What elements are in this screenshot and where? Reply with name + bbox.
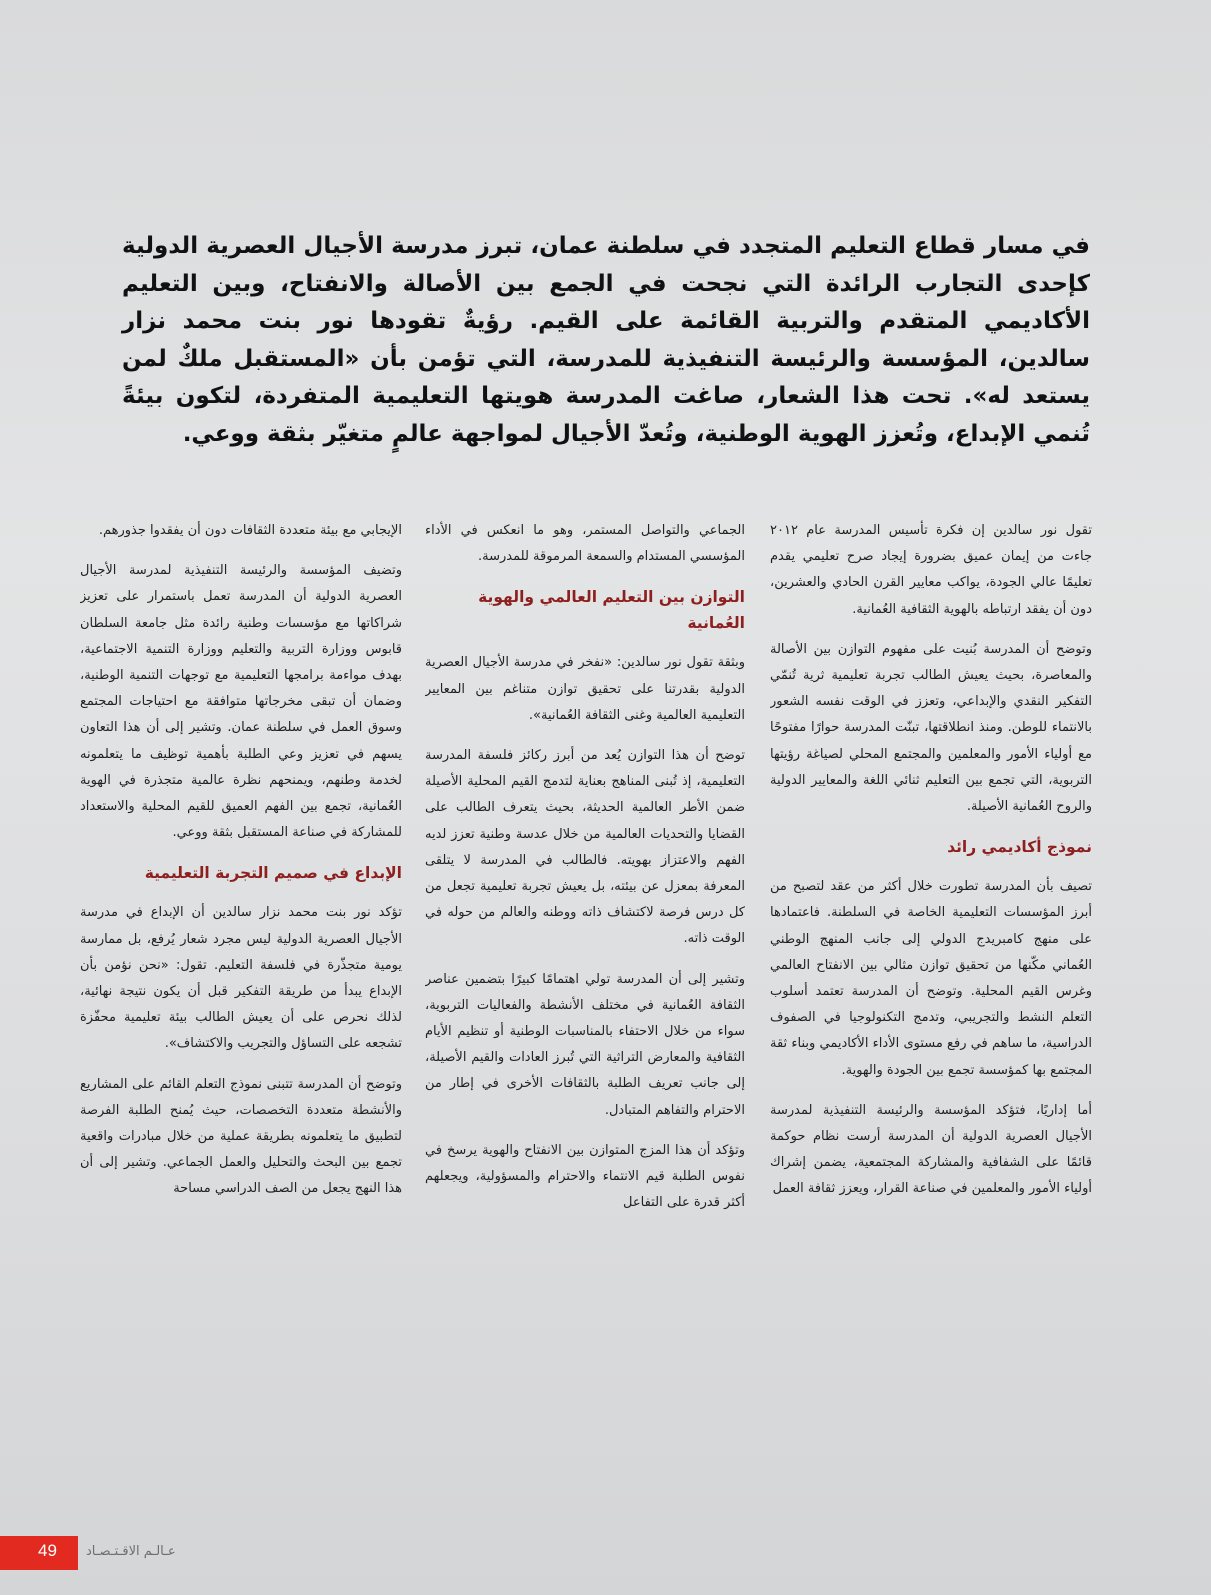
section-heading: نموذج أكاديمي رائد [947, 838, 1092, 857]
paragraph: وبثقة تقول نور سالدين: «نفخر في مدرسة الأجيال العصرية الدولية بقدرتنا على تحقيق توازن متناغم بين المعايير التعليمية العالمية وغنى الثقافة العُمانية». [425, 655, 745, 723]
paragraph: وتؤكد أن هذا المزج المتوازن بين الانفتاح والهوية يرسخ في نفوس الطلبة قيم الانتماء والاحترام والمسؤولية، ويجعلهم أكثر قدرة على التفاعل [425, 1142, 745, 1211]
paragraph: الإيجابي مع بيئة متعددة الثقافات دون أن يفقدوا جذورهم. [98, 523, 402, 538]
paragraph: توضح أن هذا التوازن يُعد من أبرز ركائز فلسفة المدرسة التعليمية، إذ تُبنى المناهج بعناية لتدمج القيم المحلية الأصيلة ضمن الأطر العالمية الحديثة، بحيث يتعرف الطالب على القضايا والتحديات العالمية من خلال عدسة وطنية تعزز لديه الفهم والاعتزاز بهويته. فالطالب في المدرسة لا يتلقى المعرفة بمعزل عن بيئته، بل يعيش تجربة تعليمية تجعل من كل درس فرصة لاكتشاف ذاته ووطنه والعالم من حوله في الوقت ذاته. [425, 748, 745, 947]
paragraph: تصيف بأن المدرسة تطورت خلال أكثر من عقد لتصبح من أبرز المؤسسات التعليمية الخاصة في السلطنة. فاعتمادها على منهج كامبريدج الدولي إلى جانب المنهج الوطني العُماني مكّنها من تحقيق توازن مثالي بين الانفتاح العالمي وغرس القيم المحلية. وتوضح أن المدرسة تعتمد أسلوب التعلم النشط والتجريبي، وتدمج التكنولوجيا في الصفوف الدراسية، ما ساهم في رفع مستوى الأداء الأكاديمي وبناء ثقة المجتمع بها كمؤسسة تجمع بين الجودة والهوية. [770, 879, 1092, 1078]
section-heading: التوازن بين التعليم العالمي والهوية العُمانية [478, 588, 745, 633]
paragraph: تقول نور سالدين إن فكرة تأسيس المدرسة عام ٢٠١٢ جاءت من إيمان عميق بضرورة إيجاد صرح تعليمي يقدم تعليمًا عالي الجودة، يواكب معايير القرن الحادي والعشرين، دون أن يفقد ارتباطه بالهوية الثقافية العُمانية. [770, 523, 1092, 617]
paragraph: وتشير إلى أن المدرسة تولي اهتمامًا كبيرًا بتضمين عناصر الثقافة العُمانية في مختلف الأنشطة والفعاليات التربوية، سواء من خلال الاحتفاء بالمناسبات الوطنية أو تنظيم الأيام الثقافية والمعارض التراثية التي تُبرز العادات والقيم الأصيلة، إلى جانب تعريف الطلبة بالثقافات الأخرى في إطار من الاحترام والتفاهم المتبادل. [425, 971, 745, 1118]
paragraph: وتوضح أن المدرسة تتبنى نموذج التعلم القائم على المشاريع والأنشطة متعددة التخصصات، حيث يُمنح الطلبة الفرصة لتطبيق ما يتعلمونه بطريقة عملية من خلال مبادرات واقعية تجمع بين البحث والتحليل والعمل الجماعي. وتشير إلى أن هذا النهج يجعل من الصف الدراسي مساحة [80, 1076, 402, 1197]
column-right [770, 518, 1092, 1528]
column-middle [425, 518, 745, 1528]
paragraph: وتوضح أن المدرسة بُنيت على مفهوم التوازن بين الأصالة والمعاصرة، بحيث يعيش الطالب تجربة تعليمية ثرية تُنمّي التفكير النقدي والإبداعي، وتعزز في الوقت نفسه الشعور بالانتماء للوطن. ومنذ انطلاقتها، تبنّت المدرسة حوارًا مفتوحًا مع أولياء الأمور والمعلمين والمجتمع المحلي لصياغة رؤيتها التربوية، التي تجمع بين التعليم ثنائي اللغة والمعايير الدولية والروح العُمانية الأصيلة. [770, 641, 1092, 815]
column-left [80, 518, 402, 1528]
page-number: 49 [38, 1541, 57, 1560]
paragraph: أما إداريًا، فتؤكد المؤسسة والرئيسة التنفيذية لمدرسة الأجيال العصرية الدولية أن المدرسة أرست نظام حوكمة قائمًا على الشفافية والمشاركة المجتمعية، يضمن إشراك أولياء الأمور والمعلمين في صناعة القرار، ويعزز ثقافة العمل [770, 1102, 1092, 1197]
paragraph: وتضيف المؤسسة والرئيسة التنفيذية لمدرسة الأجيال العصرية الدولية أن المدرسة تعمل باستمرار على تعزيز شراكاتها مع مؤسسات وطنية رائدة مثل جامعة السلطان قابوس ووزارة التربية والتعليم ووزارة التنمية الاجتماعية، بهدف مواءمة برامجها التعليمية مع توجهات التنمية الوطنية، وضمان أن تبقى مخرجاتها متوافقة مع احتياجات المجتمع وسوق العمل في سلطنة عمان. وتشير إلى أن هذا التعاون يسهم في تعزيز وعي الطلبة بأهمية توظيف ما يتعلمونه لخدمة وطنهم، ويمنحهم نظرة عالمية متجذرة في الهوية العُمانية، تجمع بين الفهم العميق للقيم المحلية والاستعداد للمشاركة في صناعة المستقبل بثقة ووعي. [80, 563, 402, 841]
paragraph: تؤكد نور بنت محمد نزار سالدين أن الإبداع في مدرسة الأجيال العصرية الدولية ليس مجرد شعار يُرفع، بل ممارسة يومية متجذّرة في فلسفة التعليم. تقول: «نحن نؤمن بأن الإبداع يبدأ من طريقة التفكير قبل أن يكون نتيجة نهائية، لذلك نحرص على أن يعيش الطالب بيئة تعليمية محفّزة تشجعه على التساؤل والتجريب والاكتشاف». [80, 905, 402, 1052]
paragraph: الجماعي والتواصل المستمر، وهو ما انعكس في الأداء المؤسسي المستدام والسمعة المرموقة للمدرسة. [425, 523, 745, 565]
intro-paragraph: في مسار قطاع التعليم المتجدد في سلطنة عمان، تبرز مدرسة الأجيال العصرية الدولية كإحدى التجارب الرائدة التي نجحت في الجمع بين الأصالة والانفتاح، وبين التعليم الأكاديمي المتقدم والتربية القائمة على القيم. رؤيةٌ تقودها نور بنت محمد نزار سالدين، المؤسسة والرئيسة التنفيذية للمدرسة، التي تؤمن بأن «المستقبل ملكٌ لمن يستعد له». تحت هذا الشعار، صاغت المدرسة هويتها التعليمية المتفردة، لتكون بيئةً تُنمي الإبداع، وتُعزز الهوية الوطنية، وتُعدّ الأجيال لمواجهة عالمٍ متغيّر بثقة ووعي. [122, 233, 1090, 447]
section-heading: الإبداع في صميم التجربة التعليمية [144, 864, 402, 883]
magazine-name: عـالـم الاقـتـصـاد [86, 1544, 176, 1559]
